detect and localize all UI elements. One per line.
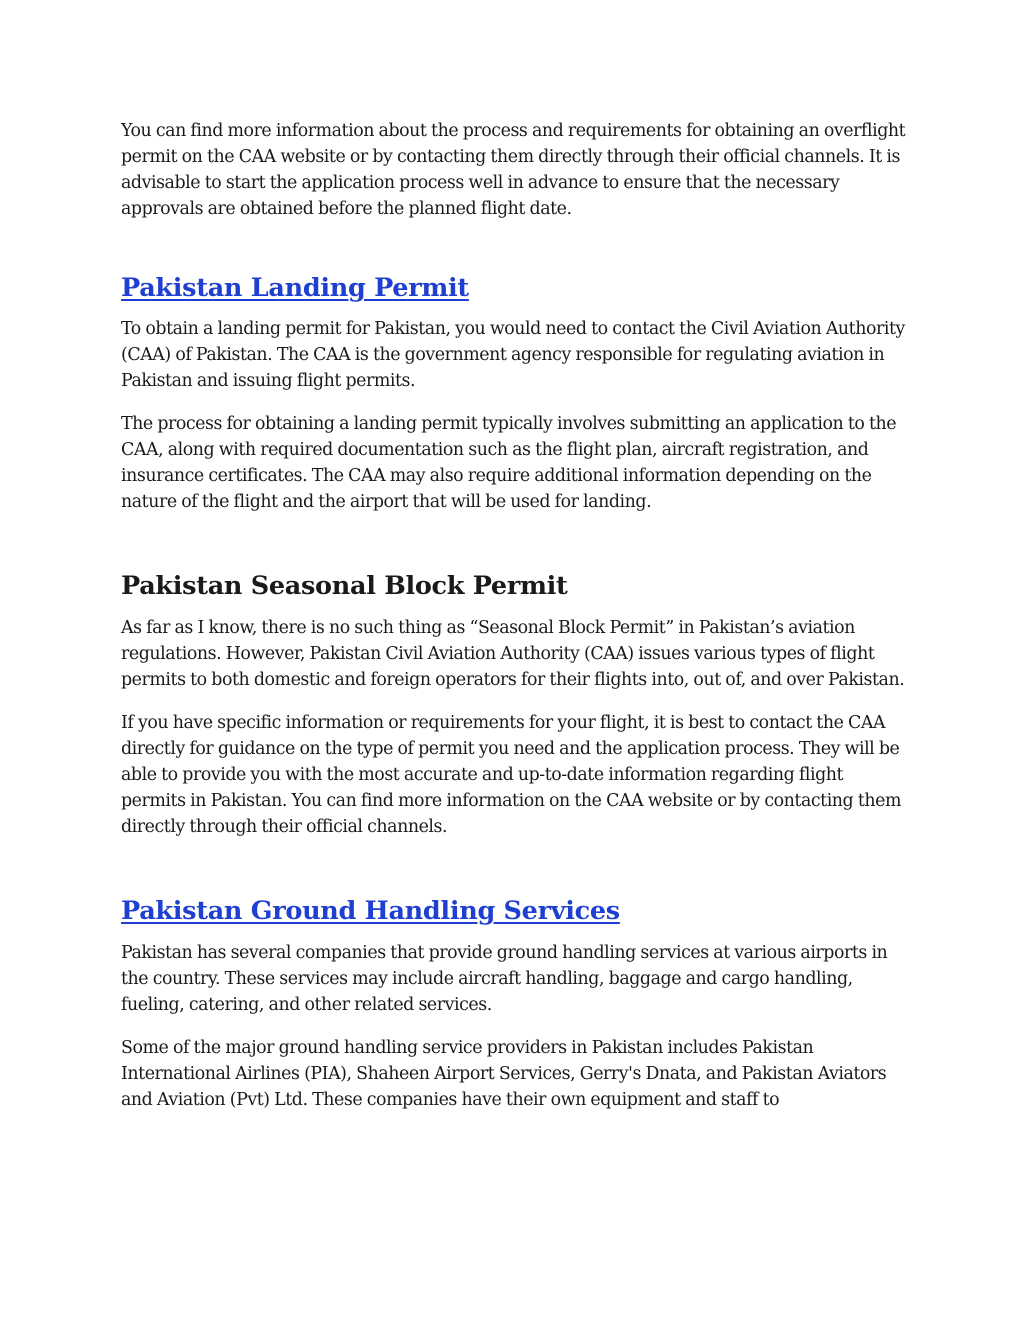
seasonal-paragraph-2: If you have specific information or requirements for your flight, it is best to contact the CAA directly for guidance on the type of permit you need and the application process. They will be able to provide you with the most accurate and up-to-date information regarding flight permits in Pakistan. You can find more information on the CAA website or by contacting them directly through their official channels. [121, 713, 901, 837]
ground-paragraph-1: Pakistan has several companies that provide ground handling services at various airports in the country. These services may include aircraft handling, baggage and cargo handling, fueling, catering, and other related services. [121, 943, 888, 1015]
landing-paragraph-1: To obtain a landing permit for Pakistan, you would need to contact the Civil Aviation Authority (CAA) of Pakistan. The CAA is the government agency responsible for regulating aviation in Pakistan and issuing flight permits. [121, 319, 905, 391]
ground-handling-heading [121, 894, 906, 928]
seasonal-block-permit-heading: Pakistan Seasonal Block Permit [121, 571, 568, 601]
landing-paragraph-2: The process for obtaining a landing permit typically involves submitting an application to the CAA, along with required documentation such as the flight plan, aircraft registration, and insurance certificates. The CAA may also require additional information depending on the nature of the flight and the airport that will be used for landing. [121, 414, 897, 512]
landing-permit-heading [121, 271, 906, 305]
document-page [121, 118, 906, 1113]
seasonal-paragraph-1: As far as I know, there is no such thing as “Seasonal Block Permit” in Pakistan’s aviation regulations. However, Pakistan Civil Aviation Authority (CAA) issues various types of flight permits to both domestic and foreign operators for their flights into, out of, and over Pakistan. [121, 618, 905, 690]
intro-paragraph: You can find more information about the process and requirements for obtaining an overflight permit on the CAA website or by contacting them directly through their official channels. It is advisable to start the application process well in advance to ensure that the necessary approvals are obtained before the planned flight date. [121, 121, 906, 219]
landing-permit-link[interactable]: Pakistan Landing Permit [121, 273, 469, 303]
ground-paragraph-2: Some of the major ground handling service providers in Pakistan includes Pakistan International Airlines (PIA), Shaheen Airport Services, Gerry's Dnata, and Pakistan Aviators and Aviation (Pvt) Ltd. These companies have their own equipment and staff to [121, 1038, 887, 1110]
ground-handling-link[interactable]: Pakistan Ground Handling Services [121, 896, 620, 926]
